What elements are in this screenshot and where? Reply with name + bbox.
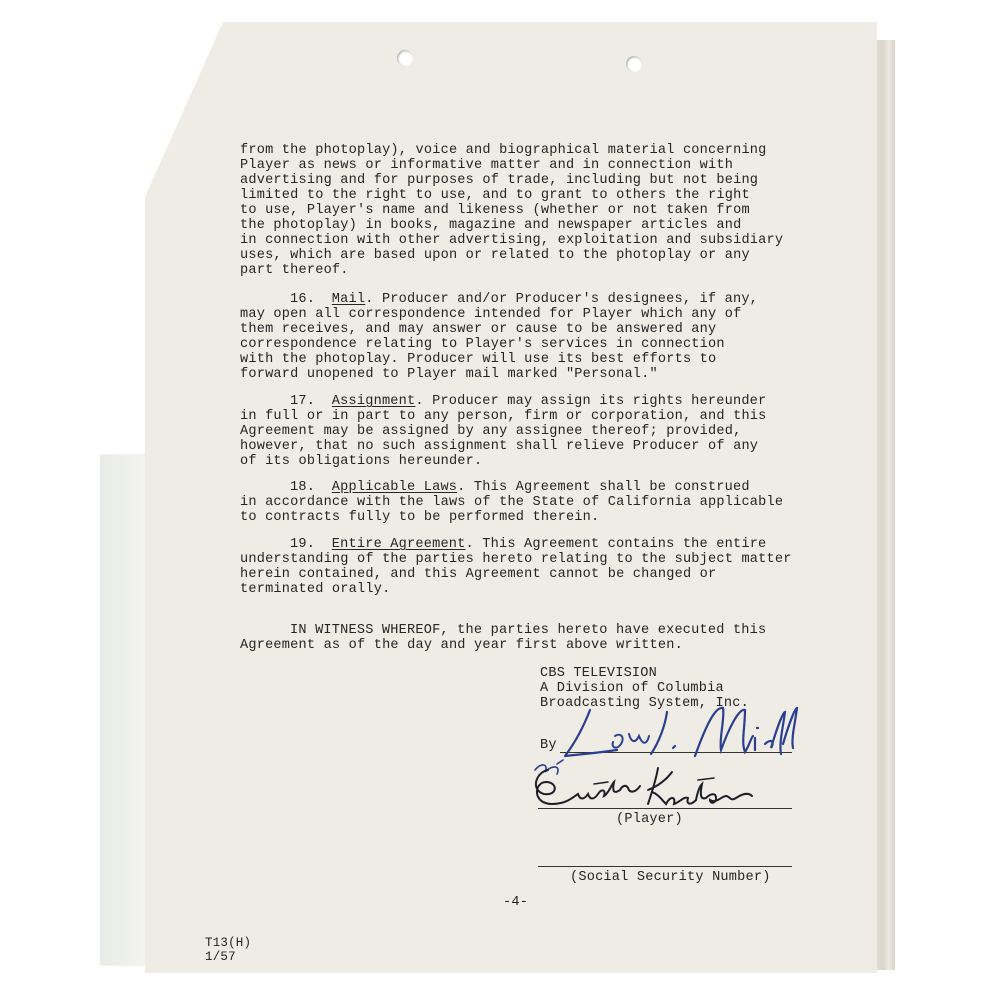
para17-line: of its obligations hereunder. [240,454,483,469]
para19-line: herein contained, and this Agreement cannot be changed or [240,567,717,582]
para16-line: forward unopened to Player mail marked "Personal." [240,367,658,382]
para16-line: may open all correspondence intended for Player which any of [240,307,742,322]
para16-first-line [290,292,758,307]
player-signature-line [538,808,792,809]
ssn-label: (Social Security Number) [570,870,771,885]
para18-first-rest: . This Agreement shall be construed [457,480,750,495]
witness-line: Agreement as of the day and year first above written. [240,638,683,653]
para16-line: correspondence relating to Player's services in connection [240,337,725,352]
company-name: CBS TELEVISION [540,666,658,681]
para19-line: understanding of the parties hereto relating to the subject matter [240,552,792,567]
player-label: (Player) [616,812,683,827]
para15-line: Player as news or informative matter and in connection with [240,158,734,173]
para17-line: however, that no such assignment shall relieve Producer of any [240,439,759,454]
para19-first-line [290,537,766,552]
para16-line: them receives, and may answer or cause to be answered any [240,322,717,337]
para18-heading: Applicable Laws [331,480,458,495]
para15-line: from the photoplay), voice and biographical material concerning [240,143,767,158]
para15-line: to use, Player's name and likeness (whether or not taken from [240,203,750,218]
para19-number: 19. [290,537,316,552]
para17-line: Agreement may be assigned by any assignee thereof; provided, [240,424,742,439]
para19-first-rest: . This Agreement contains the entire [465,537,767,552]
para16-first-rest: . Producer and/or Producer's designees, if any, [365,292,759,307]
para17-first-line [290,394,766,409]
para18-line: to contracts fully to be performed therein. [240,510,600,525]
para19-line: terminated orally. [240,582,391,597]
para18-line: in accordance with the laws of the State of California applicable [240,495,784,510]
para16-line: with the photoplay. Producer will use its best efforts to [240,352,717,367]
company-system: Broadcasting System, Inc. [540,696,749,711]
para17-first-rest: . Producer may assign its rights hereunder [415,394,767,409]
form-code: T13(H) [205,936,252,950]
para16-number: 16. [290,292,316,307]
para15-line: uses, which are based upon or related to the photoplay or any [240,248,750,263]
player-signature [528,760,798,820]
witness-line: IN WITNESS WHEREOF, the parties hereto have executed this [290,623,767,638]
cbs-signature [555,698,805,768]
form-date: 1/57 [205,950,236,964]
para15-line: part thereof. [240,263,349,278]
para18-number: 18. [290,480,316,495]
by-label: By [540,738,557,753]
para15-line: advertising and for purposes of trade, including but not being [240,173,759,188]
company-division: A Division of Columbia [540,681,724,696]
para15-line: limited to the right to use, and to grant to others the right [240,188,750,203]
page-number: -4- [503,895,529,910]
para17-number: 17. [290,394,316,409]
para15-line: in connection with other advertising, exploitation and subsidiary [240,233,784,248]
para17-line: in full or in part to any person, firm or corporation, and this [240,409,767,424]
para19-heading: Entire Agreement [331,537,466,552]
para18-first-line [290,480,750,495]
para17-heading: Assignment [331,394,416,409]
ssn-line [538,866,792,867]
para16-heading: Mail [331,292,366,307]
para15-line: the photoplay) in books, magazine and newspaper articles and [240,218,742,233]
